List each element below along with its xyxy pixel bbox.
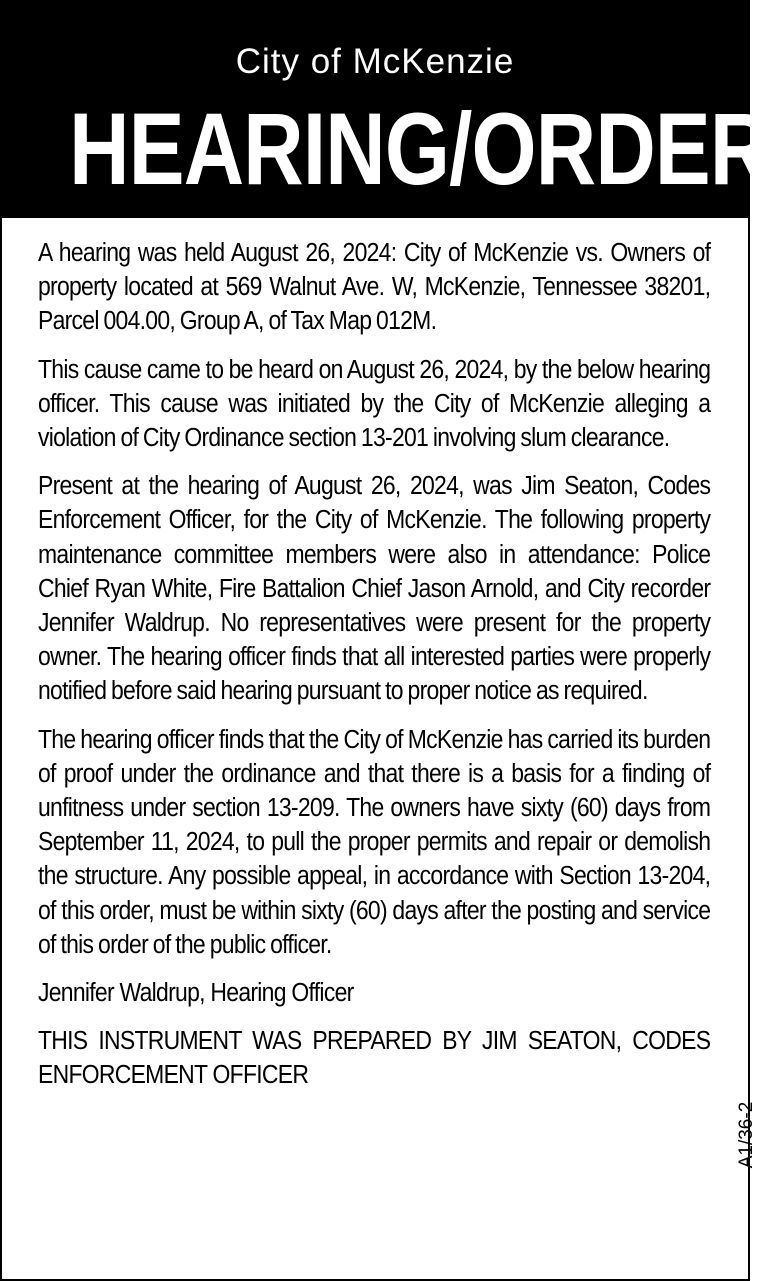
ad-code: A1/36-2 [736,1101,757,1169]
notice-title: HEARING/ORDER [69,92,769,206]
paragraph-findings: The hearing officer finds that the City of McKenzie has carried its burden of proof under the ordinance and that there is a basis for a finding of unfitness under section 13-209. The owners have sixty (60) days from September 11, 2024, to pull the proper permits and repair or demolish the structure. Any possible appeal, in accordance with Section 13-204, of this order, must be within sixty (60) days after the posting and service of this order of the public officer. [38,725,711,959]
prepared-by: THIS INSTRUMENT WAS PREPARED BY JIM SEATON, CODES ENFORCEMENT OFFICER [38,1027,711,1090]
city-name: City of McKenzie [235,42,515,81]
notice-header [2,2,769,218]
paragraph-attendance: Present at the hearing of August 26, 2024, was Jim Seaton, Codes Enforcement Officer, for the City of McKenzie. The following property maintenance committee members were also in attendance: Police Chief Ryan White, Fire Battalion Chief Jason Arnold, and City recorder Jennifer Waldrup. No representatives were present for the property owner. The hearing officer finds that all interested parties were properly notified before said hearing pursuant to proper notice as required. [38,472,711,706]
paragraph-cause: This cause came to be heard on August 26, 2024, by the below hearing officer. This cause was initiated by the City of McKenzie alleging a violation of City Ordinance section 13-201 involving slum clearance. [38,355,711,453]
signature-line: Jennifer Waldrup, Hearing Officer [38,979,354,1008]
paragraph-hearing-held: A hearing was held August 26, 2024: City of McKenzie vs. Owners of property located at 569 Walnut Ave. W, McKenzie, Tennessee 38201, Parcel 004.00, Group A, of Tax Map 012M. [38,239,711,336]
notice-body [38,236,710,1092]
